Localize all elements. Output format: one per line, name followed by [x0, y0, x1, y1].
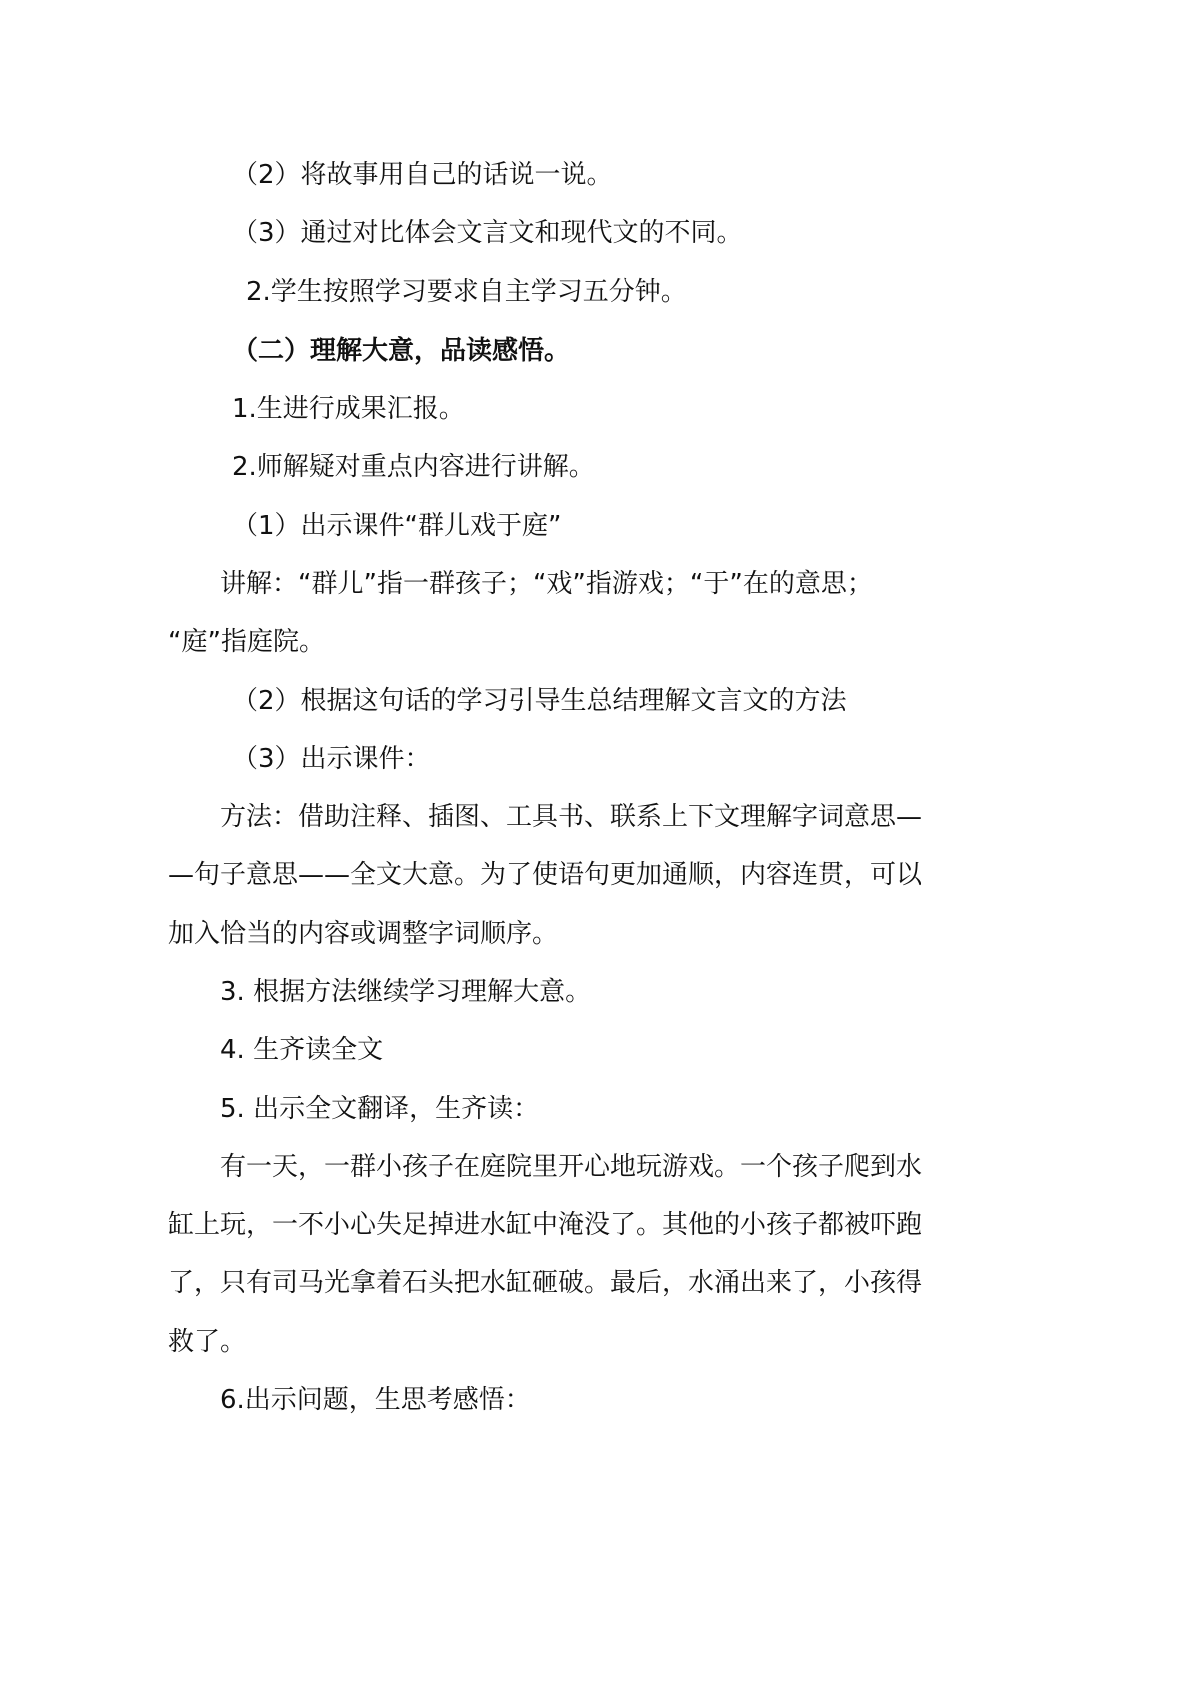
step-self-study: 2.学生按照学习要求自主学习五分钟。	[246, 277, 687, 307]
step-show-slide-3: （3）出示课件：	[232, 744, 431, 774]
step-show-translation: 5. 出示全文翻译，生齐读：	[220, 1094, 540, 1124]
translation-line-1: 有一天，一群小孩子在庭院里开心地玩游戏。一个孩子爬到水	[220, 1152, 923, 1182]
method-line-3: 加入恰当的内容或调整字词顺序。	[168, 919, 559, 949]
step-compare-texts: （3）通过对比体会文言文和现代文的不同。	[232, 218, 743, 248]
method-line-1: 方法：借助注释、插图、工具书、联系上下文理解字词意思—	[220, 802, 923, 832]
step-summarize-method: （2）根据这句话的学习引导生总结理解文言文的方法	[232, 686, 847, 716]
translation-line-4: 救了。	[168, 1327, 247, 1357]
translation-line-3: 了，只有司马光拿着石头把水缸砸破。最后，水涌出来了，小孩得	[168, 1268, 923, 1298]
step-continue-learning: 3. 根据方法继续学习理解大意。	[220, 977, 592, 1007]
translation-line-2: 缸上玩，一不小心失足掉进水缸中淹没了。其他的小孩子都被吓跑	[168, 1210, 923, 1240]
step-show-question: 6.出示问题，生思考感悟：	[220, 1385, 531, 1415]
step-read-aloud: 4. 生齐读全文	[220, 1035, 384, 1065]
section-heading: （二）理解大意，品读感悟。	[232, 336, 571, 366]
method-line-2: —句子意思——全文大意。为了使语句更加通顺，内容连贯，可以	[168, 860, 923, 890]
step-teacher-explains: 2.师解疑对重点内容进行讲解。	[232, 452, 595, 482]
explanation-line-1: 讲解：“群儿”指一群孩子；“戏”指游戏；“于”在的意思；	[220, 569, 873, 599]
step-show-slide-1: （1）出示课件“群儿戏于庭”	[232, 511, 562, 541]
step-retell-story: （2）将故事用自己的话说一说。	[232, 160, 613, 190]
explanation-line-2: “庭”指庭院。	[168, 627, 325, 657]
step-report-results: 1.生进行成果汇报。	[232, 394, 465, 424]
